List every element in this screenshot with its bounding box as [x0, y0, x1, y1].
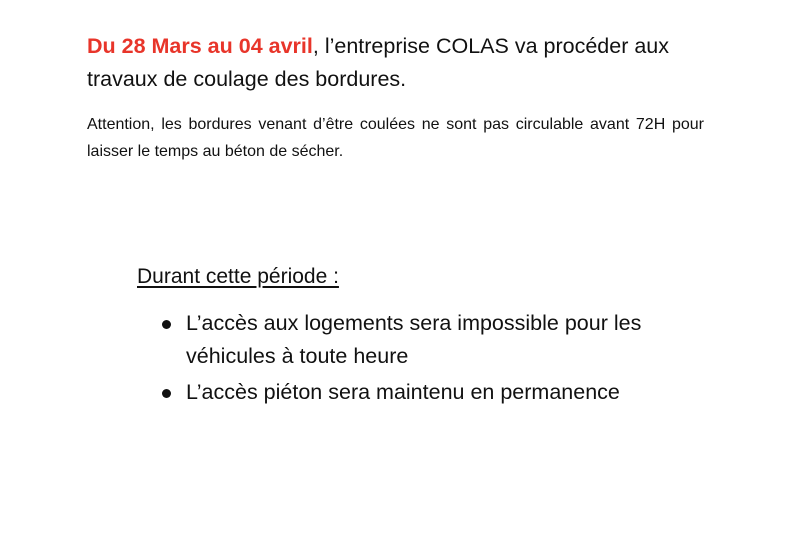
bullet-icon [162, 320, 171, 329]
restrictions-list [160, 307, 720, 412]
list-item-text: L’accès piéton sera maintenu en permanence [186, 380, 620, 404]
intro-paragraph [87, 30, 717, 96]
date-range: Du 28 Mars au 04 avril [87, 34, 313, 58]
bullet-icon [162, 389, 171, 398]
intro-text: , l’entreprise COLAS va procéder aux travaux de coulage des bordures. [87, 34, 669, 91]
list-item-text: L’accès aux logements sera impossible pour les véhicules à toute heure [186, 311, 642, 368]
list-item [160, 307, 720, 373]
period-heading: Durant cette période : [137, 265, 339, 288]
warning-paragraph: Attention, les bordures venant d’être coulées ne sont pas circulable avant 72H pour laisser le temps au béton de sécher. [87, 116, 704, 160]
list-item [160, 376, 720, 409]
